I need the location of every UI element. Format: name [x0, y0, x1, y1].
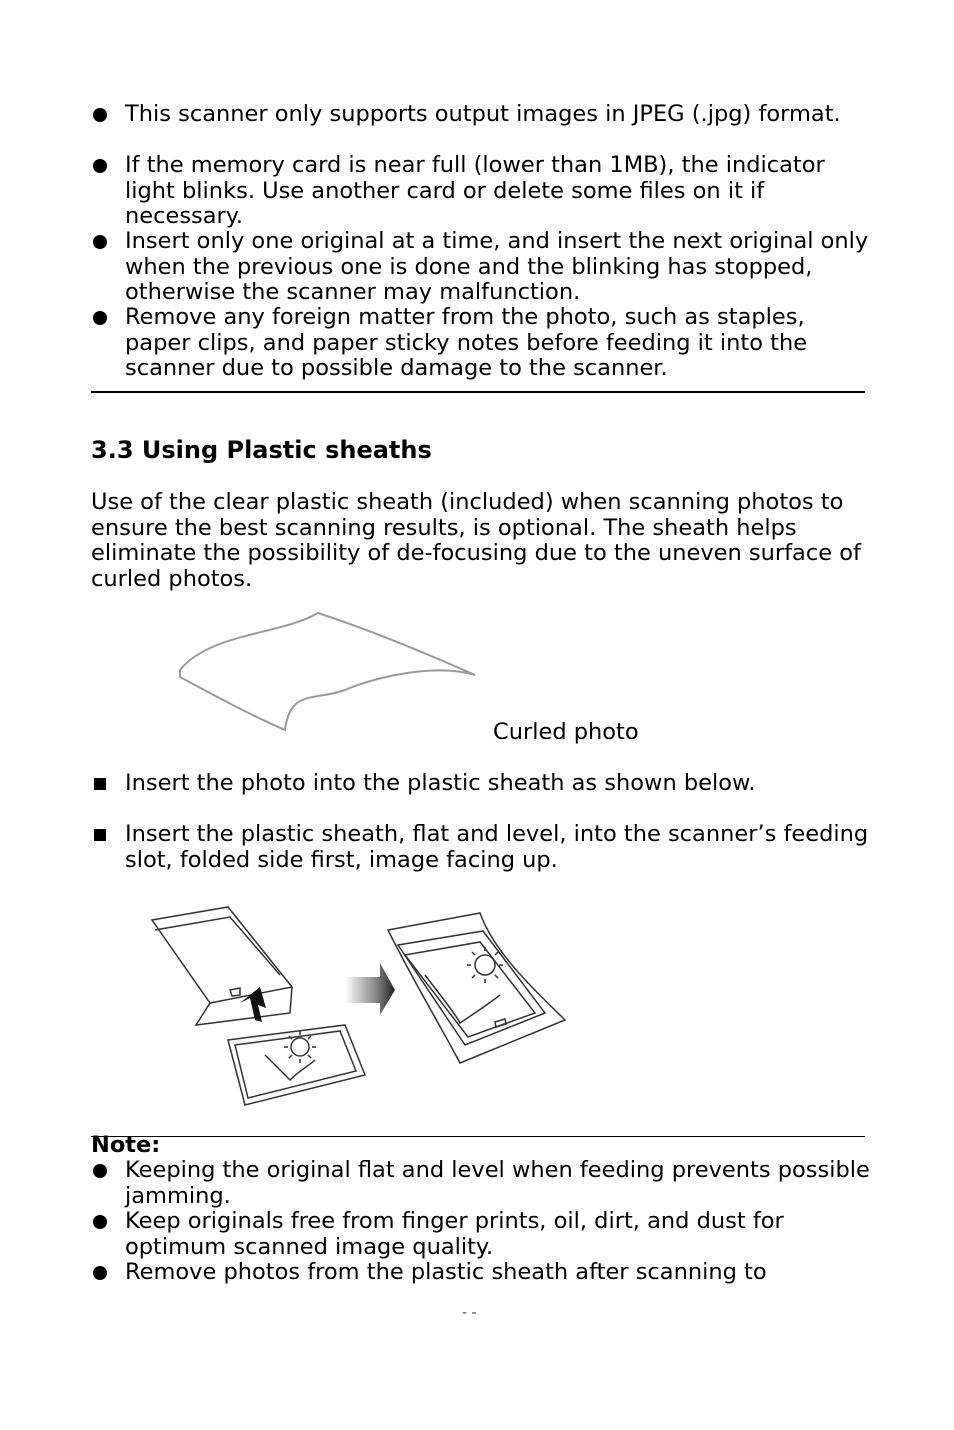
- page-number: - -: [462, 1305, 477, 1321]
- section-divider: [91, 391, 865, 393]
- list-item: [91, 153, 871, 229]
- list-item-text: Insert only one original at a time, and insert the next original only when the previous one is done and the blinking has stopped, otherwise the scanner may malfunction.: [125, 228, 869, 305]
- list-item-text: Insert the photo into the plastic sheath as shown below.: [125, 770, 756, 796]
- note-title: Note:: [91, 1132, 161, 1158]
- section-heading: 3.3 Using Plastic sheaths: [91, 436, 432, 464]
- bullet-icon: [93, 235, 107, 249]
- list-item: [91, 305, 871, 381]
- list-item-text: If the memory card is near full (lower than 1MB), the indicator light blinks. Use another card or delete some files on it if necessary.: [125, 152, 825, 229]
- list-item-text: Remove any foreign matter from the photo, such as staples, paper clips, and paper sticky notes before feeding it into the scanner due to possible damage to the scanner.: [125, 304, 808, 381]
- square-bullet-icon: [94, 778, 106, 790]
- list-item: [91, 1209, 871, 1260]
- list-item-text: Insert the plastic sheath, flat and level, into the scanner’s feeding slot, folded side first, image facing up.: [125, 821, 869, 873]
- note-list: [91, 1158, 871, 1286]
- list-item: [91, 1260, 871, 1286]
- figure-caption: Curled photo: [493, 719, 639, 745]
- list-item: [91, 102, 871, 153]
- bullet-icon: [93, 1164, 107, 1178]
- list-item: [91, 1158, 871, 1209]
- open-sheath-icon: [152, 907, 292, 1025]
- steps-list: [91, 771, 871, 873]
- list-item-text: Keeping the original flat and level when feeding prevents possible jamming.: [125, 1157, 870, 1209]
- bullet-icon: [93, 1266, 107, 1280]
- curled-photo-illustration: [170, 605, 490, 740]
- note-divider: [91, 1136, 865, 1137]
- square-bullet-icon: [94, 829, 106, 841]
- list-item-text: Remove photos from the plastic sheath after scanning to: [125, 1259, 767, 1285]
- bullet-icon: [93, 108, 107, 122]
- list-item: [91, 822, 871, 873]
- list-item: [91, 229, 871, 305]
- intro-paragraph: Use of the clear plastic sheath (included) when scanning photos to ensure the best scanning results, is optional. The sheath helps eliminate the possibility of de-focusing due to the uneven surface of curled photos.: [91, 489, 861, 592]
- photo-icon: [228, 1025, 365, 1105]
- list-item-text: This scanner only supports output images in JPEG (.jpg) format.: [125, 101, 841, 127]
- list-item-text: Keep originals free from finger prints, oil, dirt, and dust for optimum scanned image quality.: [125, 1208, 784, 1260]
- right-arrow-icon: [345, 963, 395, 1015]
- bullet-icon: [93, 311, 107, 325]
- bullet-icon: [93, 1215, 107, 1229]
- bullet-icon: [93, 159, 107, 173]
- sheath-with-photo-icon: [388, 913, 565, 1063]
- top-bullet-list: [91, 102, 871, 381]
- list-item: [91, 771, 871, 822]
- sheath-insertion-illustration: [140, 895, 580, 1115]
